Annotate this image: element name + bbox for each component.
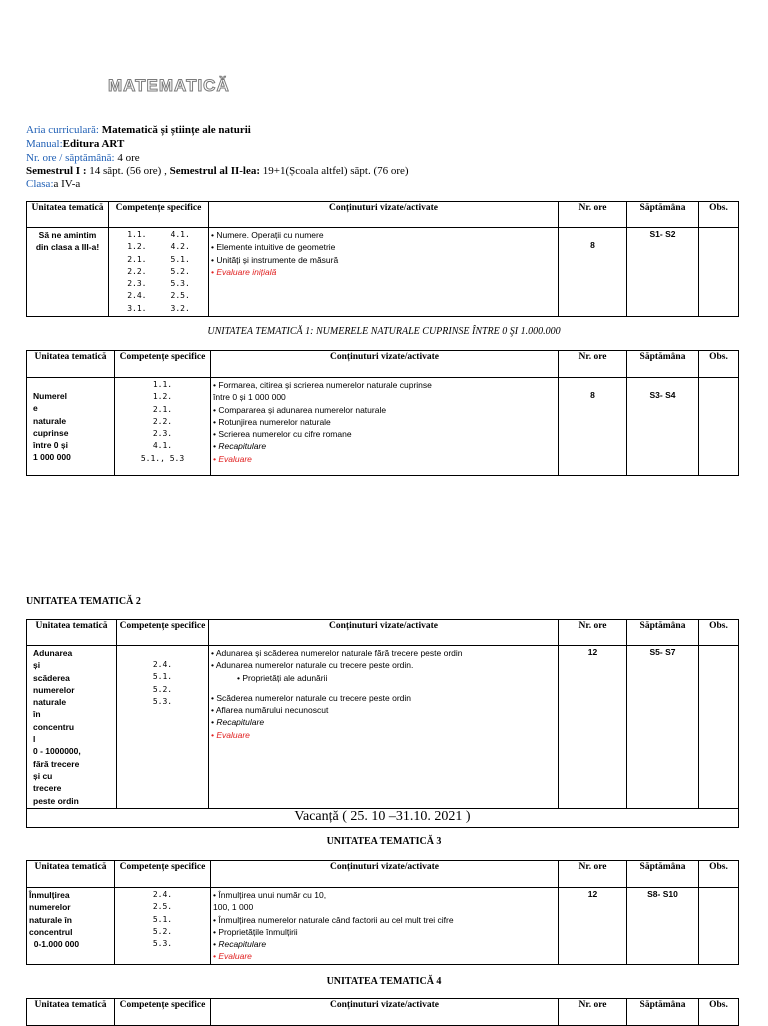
content-item: între 0 și 1 000 000: [213, 392, 286, 403]
evaluation-item: • Evaluare: [211, 729, 250, 740]
content-item: • Compararea și adunarea numerelor naturale: [213, 404, 387, 415]
aria-label: Aria curriculară:: [26, 124, 99, 136]
content-item: • Adunarea și scăderea numerelor naturale fără trecere peste ordin: [211, 648, 463, 658]
unit-3-heading: UNITATEA TEMATICĂ 3: [326, 836, 442, 847]
unit-4-heading: UNITATEA TEMATICĂ 4: [326, 976, 442, 987]
content-item: • Scrierea numerelor cu cifre romane: [213, 429, 352, 440]
obs-cell: [699, 646, 739, 809]
table-recap-clasa-3: [26, 201, 739, 317]
content-item: • Înmulțirea unui număr cu 10,: [213, 890, 327, 900]
header-unit: Unitatea tematică: [27, 999, 115, 1026]
obs-cell: [699, 228, 739, 317]
sem1-value: 14 săpt. (56 ore) ,: [89, 165, 167, 177]
header-unit: Unitatea tematică: [27, 202, 109, 228]
obs-cell: [699, 378, 739, 476]
comp-cell: 1.1. 4.1. 1.2. 4.2. 2.1. 5.1. 2.2. 5.2. 2.3. 5.3. 2.4. 2.5. 3.1. 3.2.: [109, 228, 209, 317]
content-item: • Scăderea numerelor naturale cu trecere peste ordin: [211, 692, 412, 703]
unit-cell: Adunarea și scăderea numerelor naturale în concentru l 0 - 1000000, fără trecere și cu trecere peste ordin: [27, 646, 117, 809]
evaluation-item: • Evaluare: [213, 951, 252, 962]
meta-aria: [26, 124, 251, 137]
header-sapt: Săptămâna: [627, 620, 699, 646]
sem2-label: Semestrul al II-lea:: [169, 165, 261, 177]
hours-cell: 12: [559, 646, 627, 809]
header-comp: Competențe specifice: [115, 861, 211, 888]
content-item: • Înmulțirea numerelor naturale când factorii au cel mult trei cifre: [213, 914, 454, 925]
manual-value: Editura ART: [62, 138, 125, 150]
document-title: MATEMATICĂ: [108, 76, 230, 95]
recap-item: • Recapitulare: [213, 939, 267, 950]
hours-cell: 8: [559, 378, 627, 476]
content-cell: [209, 228, 559, 317]
header-obs: Obs.: [699, 861, 739, 888]
header-unit: Unitatea tematică: [27, 620, 117, 646]
header-obs: Obs.: [699, 620, 739, 646]
header-cont: Conținuturi vizate/activate: [209, 202, 559, 228]
hours-cell: 12: [559, 888, 627, 965]
meta-manual: [26, 138, 124, 151]
manual-label: Manual:: [26, 138, 63, 150]
comp-cell: 2.4. 5.1. 5.2. 5.3.: [117, 646, 209, 809]
header-ore: Nr. ore: [559, 202, 627, 228]
header-unit: Unitatea tematică: [27, 351, 115, 378]
header-obs: Obs.: [699, 351, 739, 378]
header-comp: Competențe specifice: [115, 351, 211, 378]
unit-cell: Să ne amintim din clasa a III-a!: [27, 228, 109, 317]
content-item: • Unități și instrumente de măsură: [211, 254, 339, 265]
content-item: 100, 1 000: [213, 902, 254, 913]
header-sapt: Săptămâna: [627, 861, 699, 888]
content-subitem: • Proprietăți ale adunării: [237, 672, 328, 683]
header-cont: Conținuturi vizate/activate: [211, 861, 559, 888]
comp-cell: 1.1. 1.2. 2.1. 2.2. 2.3. 4.1. 5.1., 5.3: [115, 378, 211, 476]
table-unit-4: [26, 998, 739, 1026]
unit-cell: Înmulțirea numerelor naturale în concentrul 0-1.000 000: [27, 888, 115, 965]
header-cont: Conținuturi vizate/activate: [211, 351, 559, 378]
header-sapt: Săptămâna: [627, 999, 699, 1026]
header-comp: Competențe specifice: [109, 202, 209, 228]
header-sapt: Săptămâna: [627, 202, 699, 228]
clasa-label: Clasa:: [26, 178, 54, 190]
content-cell: [211, 378, 559, 476]
sem1-label: Semestrul I :: [26, 165, 87, 177]
content-item: • Formarea, citirea și scrierea numerelor naturale cuprinse: [213, 380, 432, 390]
ore-value: 4 ore: [117, 152, 140, 164]
content-cell: [209, 646, 559, 809]
content-item: • Aflarea numărului necunoscut: [211, 705, 329, 716]
ore-label: Nr. ore / săptămână:: [26, 152, 115, 164]
recap-item: • Recapitulare: [213, 441, 267, 452]
header-cont: Conținuturi vizate/activate: [211, 999, 559, 1026]
sem2-value: 19+1(Școala altfel) săpt. (76 ore): [262, 165, 409, 177]
meta-clasa: [26, 178, 80, 191]
header-ore: Nr. ore: [559, 351, 627, 378]
week-cell: S3- S4: [627, 378, 699, 476]
obs-cell: [699, 888, 739, 965]
content-item: • Rotunjirea numerelor naturale: [213, 416, 331, 427]
hours-cell: 8: [559, 228, 627, 317]
aria-value: Matematică și științe ale naturii: [101, 124, 251, 136]
week-cell: S5- S7: [627, 646, 699, 809]
table-unit-2: [26, 619, 739, 828]
evaluation-item: • Evaluare: [213, 453, 252, 464]
unit-cell: Numerel e naturale cuprinse între 0 și 1 000 000: [27, 378, 115, 476]
table-unit-1: [26, 350, 739, 476]
unit-1-heading: UNITATEA TEMATICĂ 1: NUMERELE NATURALE CUPRINSE ÎNTRE 0 ŞI 1.000.000: [207, 326, 561, 337]
header-ore: Nr. ore: [559, 620, 627, 646]
header-comp: Competențe specifice: [115, 999, 211, 1026]
vacation-row: Vacanță ( 25. 10 –31.10. 2021 ): [27, 808, 739, 827]
week-cell: S1- S2: [627, 228, 699, 317]
header-ore: Nr. ore: [559, 999, 627, 1026]
header-obs: Obs.: [699, 202, 739, 228]
content-cell: [211, 888, 559, 965]
comp-cell: 2.4. 2.5. 5.1. 5.2. 5.3.: [115, 888, 211, 965]
clasa-value: a IV-a: [53, 178, 81, 190]
unit-2-heading: UNITATEA TEMATICĂ 2: [26, 596, 141, 607]
header-obs: Obs.: [699, 999, 739, 1026]
header-ore: Nr. ore: [559, 861, 627, 888]
meta-ore: [26, 152, 140, 165]
content-item: • Adunarea numerelor naturale cu trecere peste ordin.: [211, 660, 414, 671]
header-cont: Conținuturi vizate/activate: [209, 620, 559, 646]
recap-item: • Recapitulare: [211, 717, 265, 728]
evaluation-item: • Evaluare inițială: [211, 266, 277, 277]
content-item: • Numere. Operații cu numere: [211, 230, 324, 240]
meta-semestre: [26, 165, 409, 178]
content-item: • Elemente intuitive de geometrie: [211, 242, 336, 253]
content-item: • Proprietățile înmulțirii: [213, 926, 298, 937]
header-sapt: Săptămâna: [627, 351, 699, 378]
week-cell: S8- S10: [627, 888, 699, 965]
header-unit: Unitatea tematică: [27, 861, 115, 888]
header-comp: Competențe specifice: [117, 620, 209, 646]
table-unit-3: [26, 860, 739, 965]
